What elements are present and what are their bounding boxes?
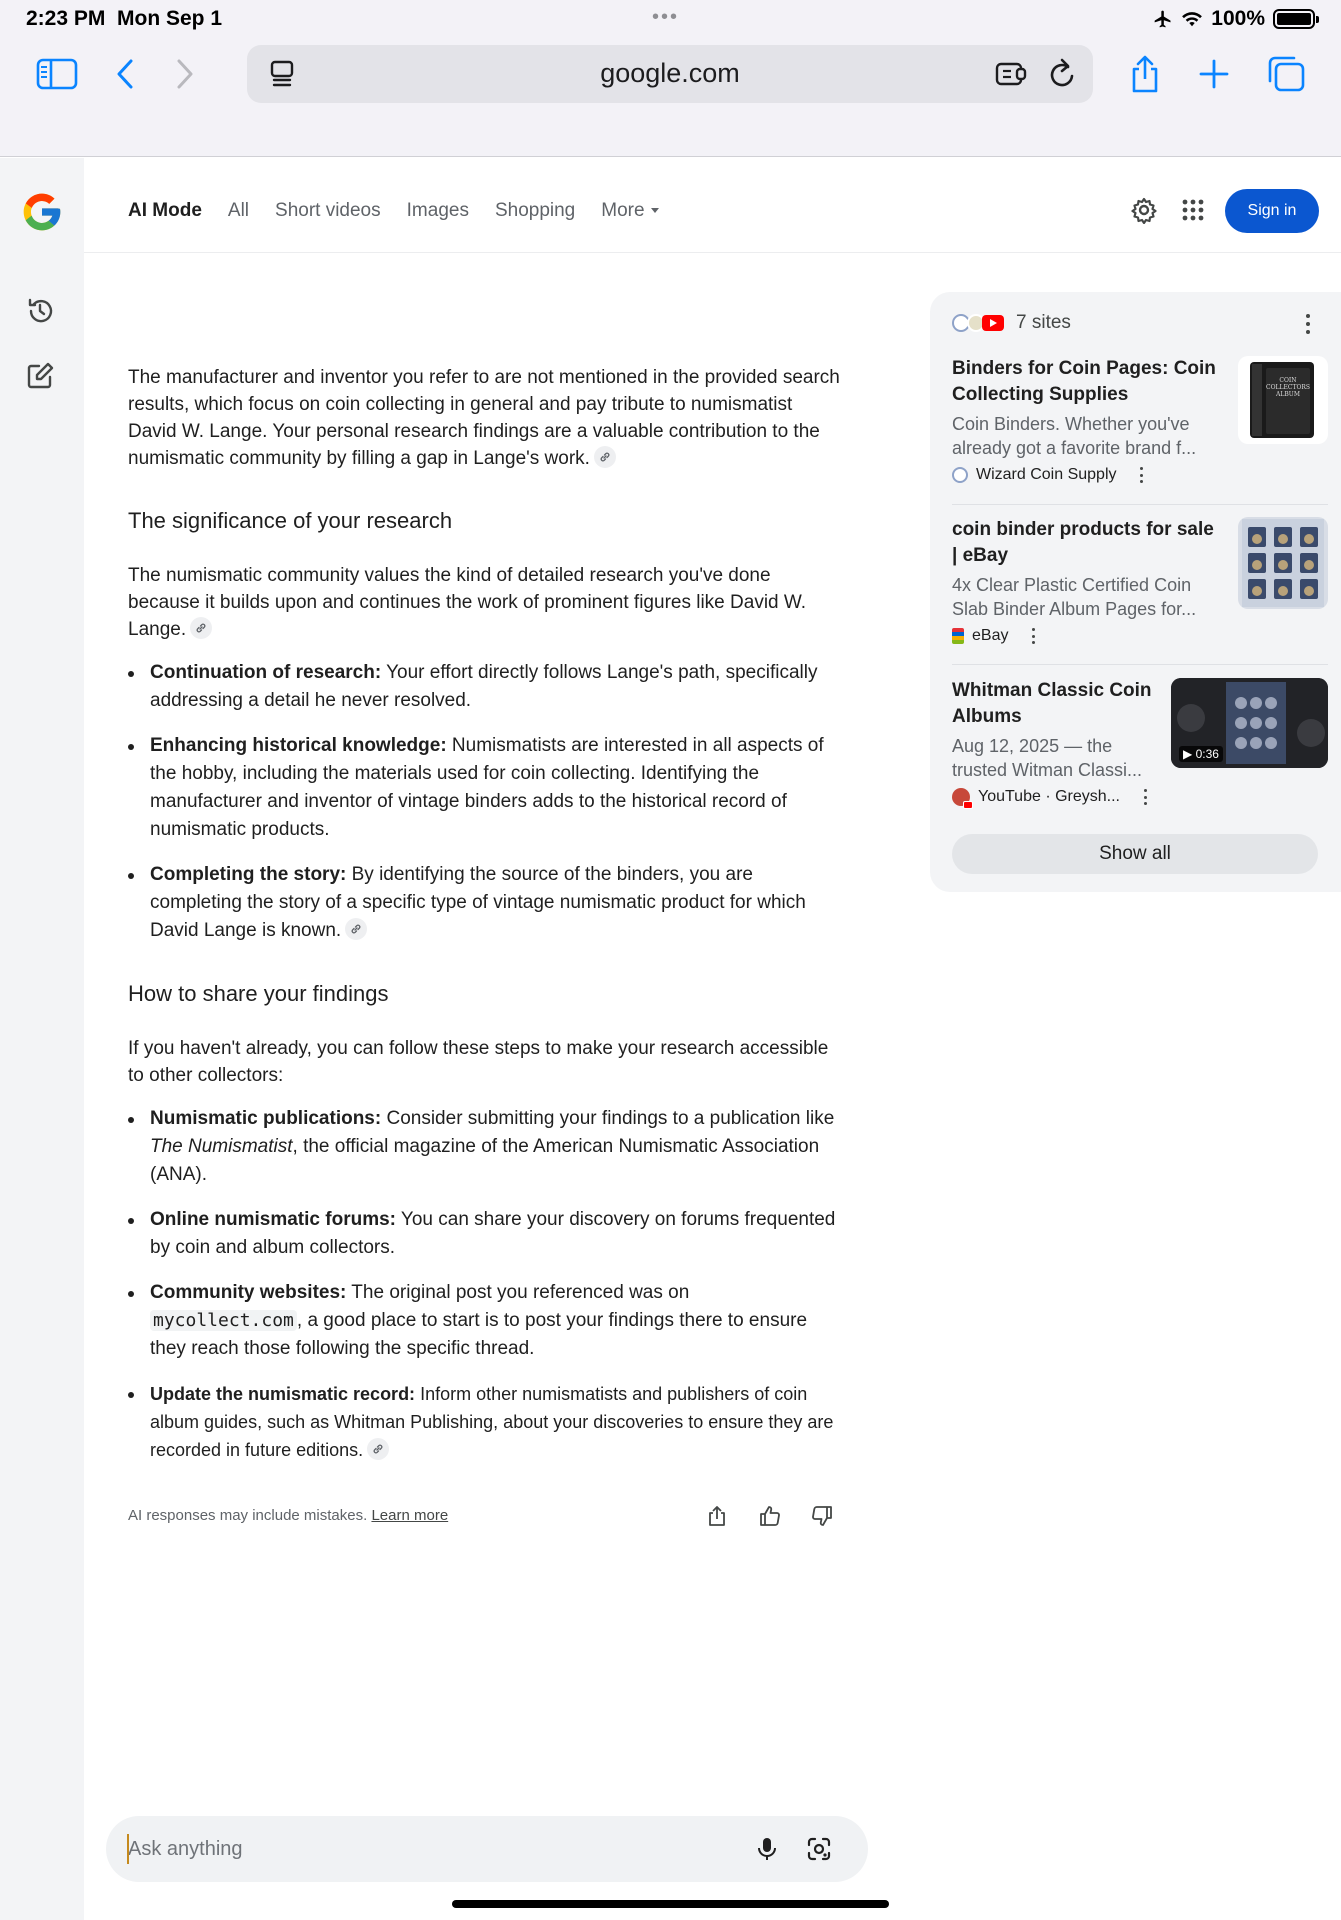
thumbs-down-icon[interactable] bbox=[810, 1504, 834, 1528]
tab-all[interactable]: All bbox=[227, 200, 250, 221]
address-bar[interactable] bbox=[247, 45, 1093, 103]
source-menu-icon[interactable] bbox=[1142, 789, 1148, 805]
source-title[interactable]: coin binder products for sale | eBay bbox=[952, 519, 1214, 566]
binder-thumbnail[interactable] bbox=[1238, 356, 1328, 444]
video-duration: ▶ 0:36 bbox=[1179, 746, 1223, 762]
source-link-icon[interactable] bbox=[594, 446, 616, 468]
sources-menu-icon[interactable] bbox=[1305, 314, 1311, 334]
thumbs-up-icon[interactable] bbox=[758, 1504, 782, 1528]
sources-panel bbox=[930, 292, 1341, 892]
list-item: Enhancing historical knowledge: Numismatists are interested in all aspects of the hobby, including the materials used for coin collecting. Identifying the manufacturer and inventor of vintage binders adds to the historical record of numismatic products. bbox=[128, 732, 840, 844]
ask-input[interactable] bbox=[128, 1832, 688, 1866]
ai-disclaimer: AI responses may include mistakes. Learn more bbox=[128, 1507, 449, 1524]
video-thumbnail[interactable] bbox=[1171, 678, 1328, 768]
tab-short-videos[interactable]: Short videos bbox=[275, 200, 381, 221]
list-item: Continuation of research: Your effort directly follows Lange's path, specifically addressing a detail he never resolved. bbox=[128, 659, 840, 715]
list-item: Online numismatic forums: You can share your discovery on forums frequented by coin and album collectors. bbox=[128, 1206, 840, 1262]
ai-answer bbox=[128, 364, 840, 1464]
divider bbox=[952, 664, 1328, 665]
source-site: Wizard Coin Supply bbox=[952, 466, 1328, 484]
back-icon[interactable] bbox=[101, 50, 149, 98]
tabs-overview-icon[interactable] bbox=[1262, 50, 1310, 98]
binder-pages-thumbnail[interactable] bbox=[1238, 517, 1328, 609]
significance-list bbox=[128, 659, 840, 945]
browser-chrome bbox=[0, 0, 1341, 157]
sources-header[interactable] bbox=[952, 312, 1071, 334]
list-item: Update the numismatic record: Inform other numismatists and publishers of coin album guides, such as Whitman Publishing, about your discoveries to ensure they are recorded in future editions. bbox=[128, 1380, 840, 1464]
source-site: YouTube · Greysh... bbox=[952, 788, 1328, 806]
microphone-icon[interactable] bbox=[754, 1836, 780, 1862]
source-title[interactable]: Binders for Coin Pages: Coin Collecting Supplies bbox=[952, 358, 1216, 405]
source-menu-icon[interactable] bbox=[1030, 628, 1036, 644]
status-date: Mon Sep 1 bbox=[117, 7, 223, 30]
history-icon[interactable] bbox=[25, 296, 55, 326]
new-tab-icon[interactable] bbox=[1190, 50, 1238, 98]
forward-icon[interactable] bbox=[161, 50, 209, 98]
status-time: 2:23 PM bbox=[26, 7, 106, 30]
divider bbox=[952, 504, 1328, 505]
youtube-icon bbox=[982, 315, 1004, 331]
tab-ai-mode[interactable]: AI Mode bbox=[128, 200, 202, 221]
google-lens-icon[interactable] bbox=[806, 1836, 832, 1862]
show-all-button[interactable]: Show all bbox=[952, 834, 1318, 874]
text-caret bbox=[127, 1834, 129, 1864]
google-apps-icon[interactable] bbox=[1181, 198, 1205, 222]
source-menu-icon[interactable] bbox=[1139, 467, 1145, 483]
home-indicator[interactable] bbox=[452, 1900, 889, 1908]
settings-gear-icon[interactable] bbox=[1130, 196, 1158, 224]
battery-fill bbox=[1277, 13, 1311, 25]
google-logo-icon[interactable] bbox=[20, 190, 64, 234]
extensions-icon[interactable] bbox=[994, 58, 1028, 90]
share-icon[interactable] bbox=[1121, 50, 1169, 98]
inline-code: mycollect.com bbox=[150, 1310, 297, 1331]
tab-more[interactable]: More bbox=[601, 200, 658, 222]
channel-avatar bbox=[952, 788, 970, 806]
source-card[interactable] bbox=[952, 356, 1328, 484]
battery-icon bbox=[1273, 9, 1315, 29]
sign-in-button[interactable]: Sign in bbox=[1225, 189, 1319, 233]
url-text: google.com bbox=[600, 58, 740, 88]
tab-shopping[interactable]: Shopping bbox=[494, 200, 576, 221]
share-list bbox=[128, 1105, 840, 1464]
ebay-icon bbox=[952, 628, 964, 644]
section2-paragraph: If you haven't already, you can follow these steps to make your research accessible to other collectors: bbox=[128, 1038, 829, 1086]
sources-count: 7 sites bbox=[1016, 312, 1071, 333]
source-card[interactable] bbox=[952, 517, 1328, 645]
source-favicons bbox=[952, 313, 1008, 333]
learn-more-link[interactable]: Learn more bbox=[371, 1507, 449, 1524]
answer-intro: The manufacturer and inventor you refer to are not mentioned in the provided search results, which focus on coin collecting in general and pay tribute to numismatist David W. Lange. Your personal research findings are a valuable contribution to the numismatic community by filling a gap in Lange's work. bbox=[128, 367, 840, 469]
new-chat-icon[interactable] bbox=[25, 361, 55, 391]
reload-icon[interactable] bbox=[1046, 57, 1078, 91]
svg-text:COIN: COIN bbox=[1279, 377, 1297, 384]
multitask-dots-icon[interactable]: ••• bbox=[652, 6, 680, 28]
ask-bar bbox=[106, 1816, 868, 1882]
svg-text:COLLECTORS: COLLECTORS bbox=[1266, 384, 1310, 391]
source-snippet: 4x Clear Plastic Certified Coin Slab Binder Album Pages for... bbox=[952, 575, 1197, 619]
sidebar-toggle-icon[interactable] bbox=[33, 50, 81, 98]
source-link-icon[interactable] bbox=[345, 918, 367, 940]
battery-percent: 100% bbox=[1211, 7, 1265, 30]
svg-text:ALBUM: ALBUM bbox=[1276, 391, 1300, 398]
list-item: Completing the story: By identifying the source of the binders, you are completing the story of a specific type of vintage numismatic product for which David Lange is known. bbox=[128, 861, 840, 945]
tab-images[interactable]: Images bbox=[406, 200, 469, 221]
section-heading-share: How to share your findings bbox=[128, 981, 389, 1006]
google-top-nav bbox=[84, 158, 1341, 253]
section-heading-significance: The significance of your research bbox=[128, 508, 453, 533]
source-snippet: Coin Binders. Whether you've already got a favorite brand f... bbox=[952, 414, 1197, 458]
status-right bbox=[1153, 7, 1315, 31]
source-card[interactable] bbox=[952, 678, 1328, 806]
list-item: Community websites: The original post you referenced was on mycollect.com , a good place to start is to post your findings there to ensure they reach those following the specific thread. bbox=[128, 1279, 840, 1363]
source-snippet: Aug 12, 2025 — the trusted Witman Classi... bbox=[952, 736, 1143, 780]
source-title[interactable]: Whitman Classic Coin Albums bbox=[952, 680, 1152, 727]
list-item: Numismatic publications: Consider submitting your findings to a publication like The Numismatist, the official magazine of the American Numismatic Association (ANA). bbox=[128, 1105, 840, 1189]
section1-paragraph: The numismatic community values the kind of detailed research you've done because it builds upon and continues the work of prominent figures like David W. Lange. bbox=[128, 565, 807, 640]
status-bar bbox=[0, 0, 1341, 38]
wifi-icon bbox=[1181, 10, 1203, 28]
airplane-icon bbox=[1153, 9, 1173, 29]
source-site: eBay bbox=[952, 627, 1328, 645]
share-answer-icon[interactable] bbox=[705, 1504, 729, 1528]
source-link-icon[interactable] bbox=[367, 1438, 389, 1460]
source-link-icon[interactable] bbox=[190, 617, 212, 639]
left-rail bbox=[0, 158, 84, 1920]
search-tabs bbox=[128, 200, 659, 222]
globe-icon bbox=[952, 467, 968, 483]
